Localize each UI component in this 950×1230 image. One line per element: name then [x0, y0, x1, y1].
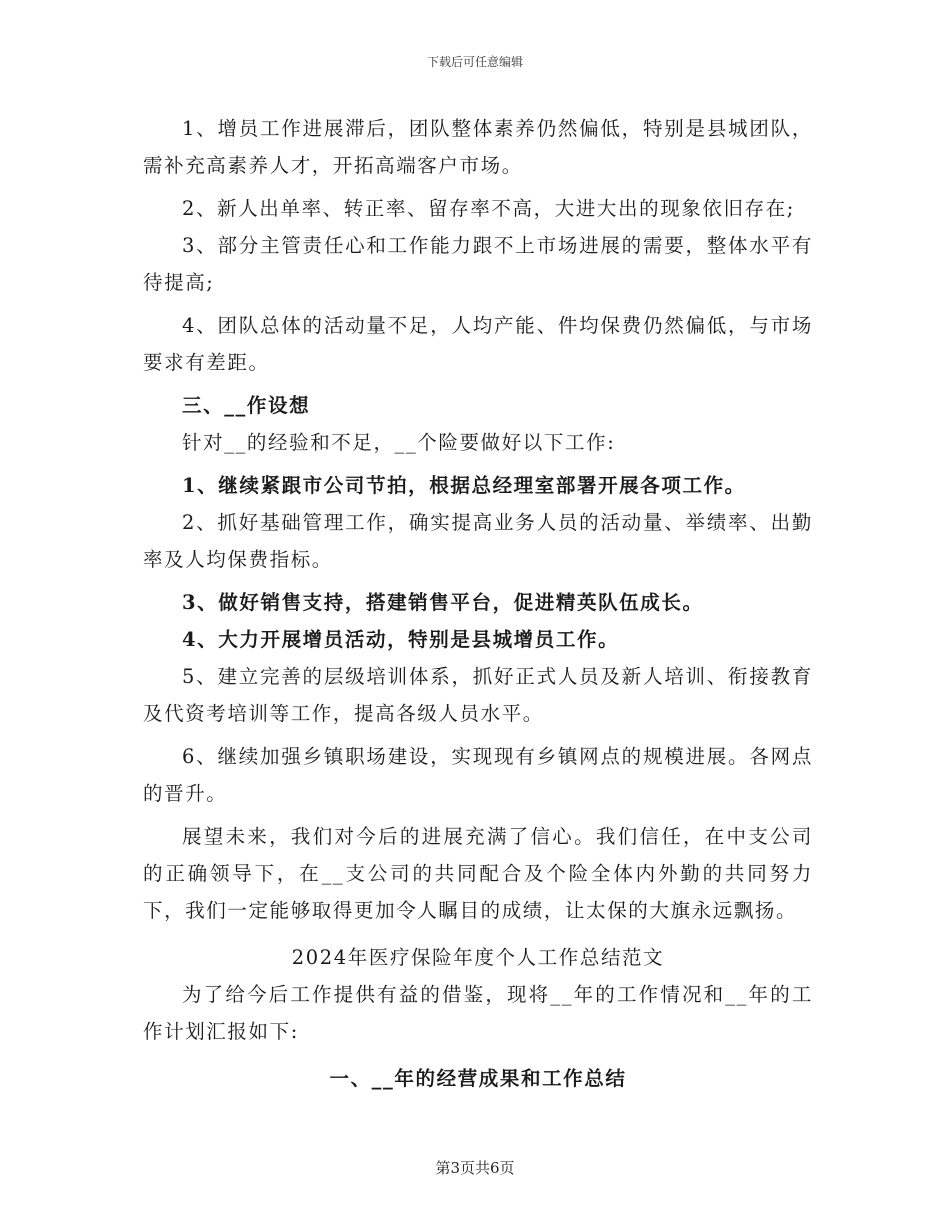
paragraph-issue-3: 3、部分主管责任心和工作能力跟不上市场进展的需要，整体水平有待提高; [143, 234, 813, 294]
paragraph-plan-2: 2、抓好基础管理工作，确实提高业务人员的活动量、举绩率、出勤率及人均保费指标。 [143, 511, 813, 571]
page-number: 第3页共6页 [435, 1159, 515, 1177]
heading-work-plan: 三、__作设想 [182, 394, 311, 417]
page-header: 下载后可任意编辑 [426, 55, 523, 69]
paragraph-issue-2: 2、新人出单率、转正率、留存率不高，大进大出的现象依旧存在; [182, 197, 795, 220]
paragraph-plan-intro: 针对__的经验和不足，__个险要做好以下工作: [182, 431, 616, 454]
subheading-results: 一、__年的经营成果和工作总结 [329, 1067, 627, 1090]
paragraph-section-intro: 为了给今后工作提供有益的借鉴，现将__年的工作情况和__年的工作计划汇报如下: [143, 983, 813, 1043]
paragraph-plan-4: 4、大力开展增员活动，特别是县城增员工作。 [182, 628, 620, 651]
document-body [143, 110, 813, 1097]
paragraph-issue-1: 1、增员工作进展滞后，团队整体素养仍然偏低，特别是县城团队，需补充高素养人才，开拓高端客户市场。 [143, 117, 813, 177]
paragraph-plan-1: 1、继续紧跟市公司节拍，根据总经理室部署开展各项工作。 [182, 474, 746, 497]
paragraph-outlook: 展望未来，我们对今后的进展充满了信心。我们信任，在中支公司的正确领导下，在__支公司的共同配合及个险全体内外勤的共同努力下，我们一定能够取得更加令人瞩目的成绩，让太保的大旗永远飘扬。 [143, 825, 813, 922]
section-title: 2024年医疗保险年度个人工作总结范文 [291, 946, 665, 969]
paragraph-plan-6: 6、继续加强乡镇职场建设，实现现有乡镇网点的规模进展。各网点的晋升。 [143, 745, 813, 805]
paragraph-plan-3: 3、做好销售支持，搭建销售平台，促进精英队伍成长。 [182, 591, 704, 614]
paragraph-issue-4: 4、团队总体的活动量不足，人均产能、件均保费仍然偏低，与市场要求有差距。 [143, 314, 813, 374]
paragraph-plan-5: 5、建立完善的层级培训体系，抓好正式人员及新人培训、衔接教育及代资考培训等工作，提高各级人员水平。 [143, 665, 813, 725]
